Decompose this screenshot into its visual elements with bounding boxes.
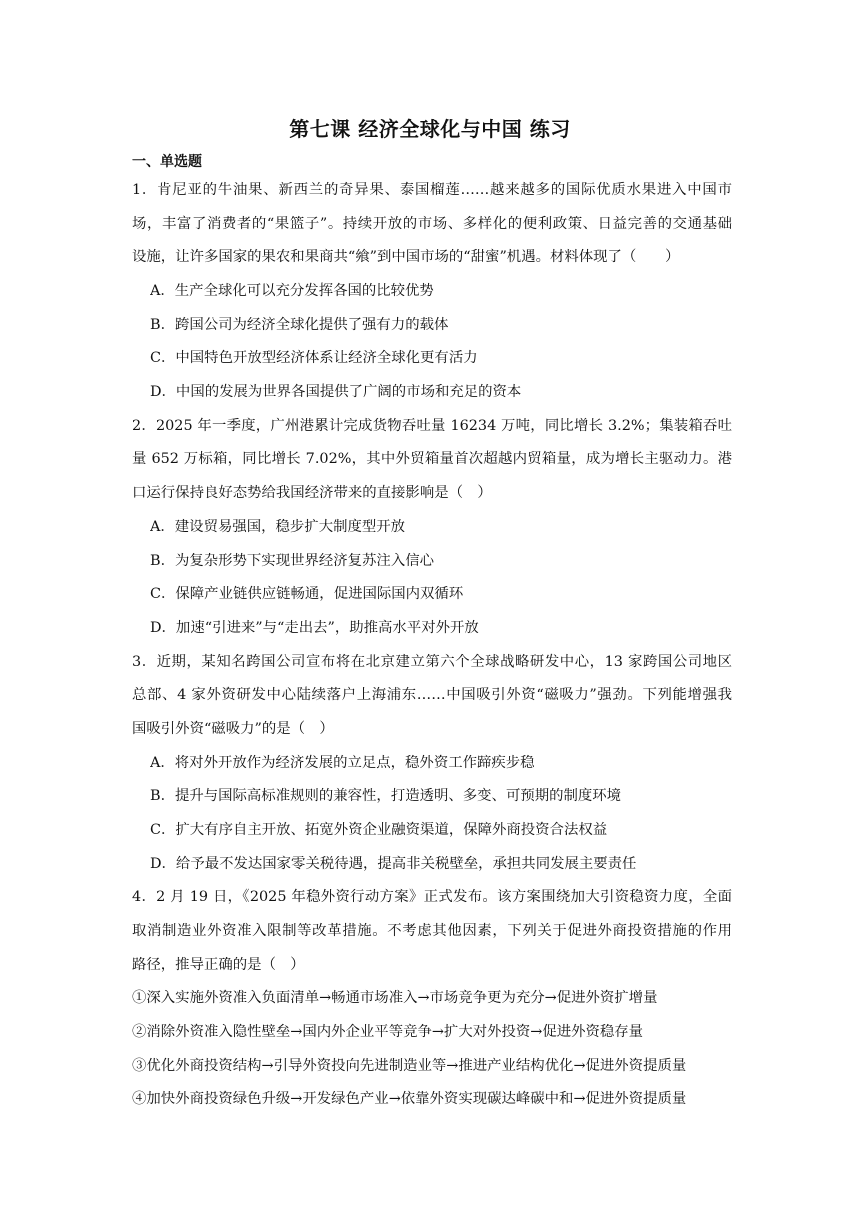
- question-1-option-a: A．生产全球化可以充分发挥各国的比较优势: [150, 283, 434, 299]
- question-4-statement-1: ①深入实施外资准入负面清单→畅通市场准入→市场竞争更为充分→促进外资扩增量: [132, 990, 658, 1006]
- question-1-stem-line-2: 场，丰富了消费者的“果篮子”。持续开放的市场、多样化的便利政策、日益完善的交通基础: [132, 216, 732, 232]
- question-1-stem-line-3: 设施，让许多国家的果农和果商共“飨”到中国市场的“甜蜜”机遇。材料体现了（ ）: [132, 249, 680, 265]
- question-4-stem-line-3: 路径，推导正确的是（ ）: [132, 957, 305, 973]
- question-4-stem-line-2: 取消制造业外资准入限制等改革措施。不考虑其他因素，下列关于促进外商投资措施的作用: [132, 923, 732, 939]
- page-title: 第七课 经济全球化与中国 练习: [289, 117, 571, 141]
- question-3-option-a: A．将对外开放作为经济发展的立足点，稳外资工作蹄疾步稳: [150, 755, 535, 771]
- question-2-option-a: A．建设贸易强国，稳步扩大制度型开放: [150, 519, 406, 535]
- question-3-option-b: B．提升与国际高标准规则的兼容性，打造透明、多变、可预期的制度环境: [150, 788, 622, 804]
- question-2-stem-line-2: 量 652 万标箱，同比增长 7.02%，其中外贸箱量首次超越内贸箱量，成为增长主驱动力。港: [132, 451, 732, 467]
- question-3-option-d: D．给予最不发达国家零关税待遇，提高非关税壁垒，承担共同发展主要责任: [150, 856, 637, 872]
- question-2-option-b: B．为复杂形势下实现世界经济复苏注入信心: [150, 553, 434, 569]
- question-4-statement-2: ②消除外资准入隐性壁垒→国内外企业平等竞争→扩大对外投资→促进外资稳存量: [132, 1024, 644, 1040]
- question-3-option-c: C．扩大有序自主开放、拓宽外资企业融资渠道，保障外商投资合法权益: [150, 822, 608, 838]
- question-1-option-b: B．跨国公司为经济全球化提供了强有力的载体: [150, 317, 449, 333]
- question-2-option-d: D．加速“引进来”与“走出去”，助推高水平对外开放: [150, 620, 479, 636]
- question-1-stem-line-1: 1．肯尼亚的牛油果、新西兰的奇异果、泰国榴莲……越来越多的国际优质水果进入中国市: [132, 182, 732, 198]
- question-2-option-c: C．保障产业链供应链畅通，促进国际国内双循环: [150, 586, 464, 602]
- question-2-stem-line-1: 2．2025 年一季度，广州港累计完成货物吞吐量 16234 万吨，同比增长 3.2%；集装箱吞吐: [132, 418, 732, 434]
- question-2-stem-line-3: 口运行保持良好态势给我国经济带来的直接影响是（ ）: [132, 485, 492, 501]
- question-3-stem-line-1: 3．近期，某知名跨国公司宣布将在北京建立第六个全球战略研发中心，13 家跨国公司地区: [132, 654, 732, 670]
- question-3-stem-line-3: 国吸引外资“磁吸力”的是（ ）: [132, 721, 334, 737]
- section-heading: 一、单选题: [132, 154, 202, 170]
- question-3-stem-line-2: 总部、4 家外资研发中心陆续落户上海浦东……中国吸引外资“磁吸力”强劲。下列能增强我: [132, 687, 732, 703]
- question-1-option-c: C．中国特色开放型经济体系让经济全球化更有活力: [150, 350, 478, 366]
- question-1-option-d: D．中国的发展为世界各国提供了广阔的市场和充足的资本: [150, 384, 522, 400]
- question-4-statement-3: ③优化外商投资结构→引导外资投向先进制造业等→推进产业结构优化→促进外资提质量: [132, 1058, 687, 1074]
- question-4-statement-4: ④加快外商投资绿色升级→开发绿色产业→依靠外资实现碳达峰碳中和→促进外资提质量: [132, 1091, 687, 1107]
- question-4-stem-line-1: 4．2 月 19 日，《2025 年稳外资行动方案》正式发布。该方案围绕加大引资稳资力度，全面: [132, 889, 732, 905]
